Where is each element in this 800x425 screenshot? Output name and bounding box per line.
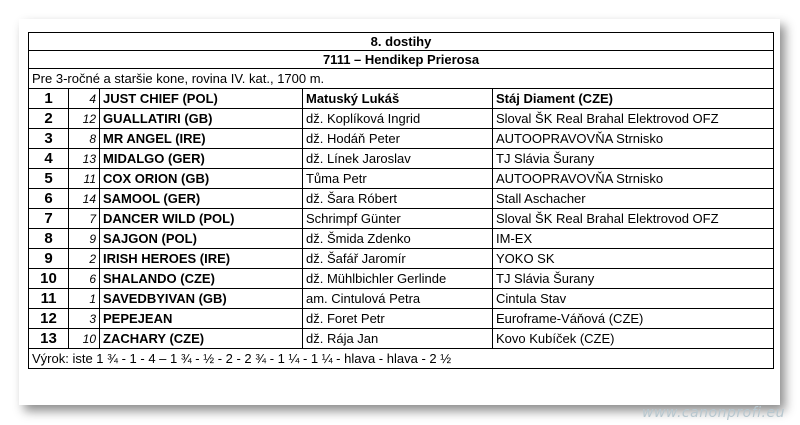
watermark: www.canonprofi.eu: [642, 405, 785, 421]
jockey-cell: dž. Hodáň Peter: [303, 129, 493, 149]
place-cell: 5: [29, 169, 69, 189]
start-number-cell: 6: [69, 269, 100, 289]
table-row: [29, 229, 774, 249]
stable-cell: YOKO SK: [493, 249, 774, 269]
jockey-cell: am. Cintulová Petra: [303, 289, 493, 309]
race-number-title: 8. dostihy: [29, 33, 774, 51]
start-number-cell: 7: [69, 209, 100, 229]
race-conditions-row: [29, 69, 774, 89]
table-row: [29, 129, 774, 149]
stable-cell: Sloval ŠK Real Brahal Elektrovod OFZ: [493, 109, 774, 129]
horse-name-cell: PEPEJEAN: [100, 309, 303, 329]
start-number-cell: 12: [69, 109, 100, 129]
table-row: [29, 309, 774, 329]
stable-cell: Stáj Diament (CZE): [493, 89, 774, 109]
finishing-margins: Výrok: iste 1 ¾ - 1 - 4 – 1 ¾ - ½ - 2 - 2 ¾ - 1 ¼ - 1 ¼ - hlava - hlava - 2 ½: [29, 349, 774, 369]
stable-cell: AUTOOPRAVOVŇA Strnisko: [493, 169, 774, 189]
jockey-cell: dž. Šafář Jaromír: [303, 249, 493, 269]
place-cell: 3: [29, 129, 69, 149]
race-results-table: [28, 32, 774, 369]
horse-name-cell: ZACHARY (CZE): [100, 329, 303, 349]
horse-name-cell: SAJGON (POL): [100, 229, 303, 249]
start-number-cell: 2: [69, 249, 100, 269]
table-row: [29, 269, 774, 289]
horse-name-cell: SHALANDO (CZE): [100, 269, 303, 289]
table-row: [29, 149, 774, 169]
place-cell: 11: [29, 289, 69, 309]
jockey-cell: dž. Šara Róbert: [303, 189, 493, 209]
horse-name-cell: IRISH HEROES (IRE): [100, 249, 303, 269]
jockey-cell: dž. Foret Petr: [303, 309, 493, 329]
table-row: [29, 169, 774, 189]
jockey-cell: dž. Šmida Zdenko: [303, 229, 493, 249]
jockey-cell: dž. Koplíková Ingrid: [303, 109, 493, 129]
place-cell: 12: [29, 309, 69, 329]
start-number-cell: 10: [69, 329, 100, 349]
table-row: [29, 249, 774, 269]
jockey-cell: dž. Mühlbichler Gerlinde: [303, 269, 493, 289]
start-number-cell: 14: [69, 189, 100, 209]
start-number-cell: 9: [69, 229, 100, 249]
jockey-cell: Tůma Petr: [303, 169, 493, 189]
start-number-cell: 13: [69, 149, 100, 169]
horse-name-cell: GUALLATIRI (GB): [100, 109, 303, 129]
horse-name-cell: DANCER WILD (POL): [100, 209, 303, 229]
place-cell: 8: [29, 229, 69, 249]
jockey-cell: Schrimpf Günter: [303, 209, 493, 229]
start-number-cell: 4: [69, 89, 100, 109]
jockey-cell: dž. Línek Jaroslav: [303, 149, 493, 169]
margins-row: [29, 349, 774, 369]
jockey-cell: Matuský Lukáš: [303, 89, 493, 109]
start-number-cell: 1: [69, 289, 100, 309]
table-row: [29, 289, 774, 309]
stable-cell: AUTOOPRAVOVŇA Strnisko: [493, 129, 774, 149]
stable-cell: IM-EX: [493, 229, 774, 249]
stable-cell: Euroframe-Váňová (CZE): [493, 309, 774, 329]
start-number-cell: 11: [69, 169, 100, 189]
place-cell: 4: [29, 149, 69, 169]
start-number-cell: 8: [69, 129, 100, 149]
stable-cell: TJ Slávia Šurany: [493, 269, 774, 289]
jockey-cell: dž. Rája Jan: [303, 329, 493, 349]
place-cell: 10: [29, 269, 69, 289]
race-conditions: Pre 3-ročné a staršie kone, rovina IV. kat., 1700 m.: [29, 69, 774, 89]
horse-name-cell: SAMOOL (GER): [100, 189, 303, 209]
horse-name-cell: JUST CHIEF (POL): [100, 89, 303, 109]
place-cell: 6: [29, 189, 69, 209]
place-cell: 7: [29, 209, 69, 229]
place-cell: 1: [29, 89, 69, 109]
table-row: [29, 189, 774, 209]
place-cell: 2: [29, 109, 69, 129]
horse-name-cell: SAVEDBYIVAN (GB): [100, 289, 303, 309]
stable-cell: TJ Slávia Šurany: [493, 149, 774, 169]
horse-name-cell: MIDALGO (GER): [100, 149, 303, 169]
stable-cell: Kovo Kubíček (CZE): [493, 329, 774, 349]
place-cell: 9: [29, 249, 69, 269]
table-row: [29, 209, 774, 229]
stable-cell: Sloval ŠK Real Brahal Elektrovod OFZ: [493, 209, 774, 229]
race-number-row: [29, 33, 774, 51]
table-row: [29, 89, 774, 109]
place-cell: 13: [29, 329, 69, 349]
race-title-row: [29, 51, 774, 69]
stable-cell: Stall Aschacher: [493, 189, 774, 209]
race-title: 7111 – Hendikep Prierosa: [29, 51, 774, 69]
start-number-cell: 3: [69, 309, 100, 329]
horse-name-cell: MR ANGEL (IRE): [100, 129, 303, 149]
table-row: [29, 109, 774, 129]
stable-cell: Cintula Stav: [493, 289, 774, 309]
horse-name-cell: COX ORION (GB): [100, 169, 303, 189]
table-row: [29, 329, 774, 349]
